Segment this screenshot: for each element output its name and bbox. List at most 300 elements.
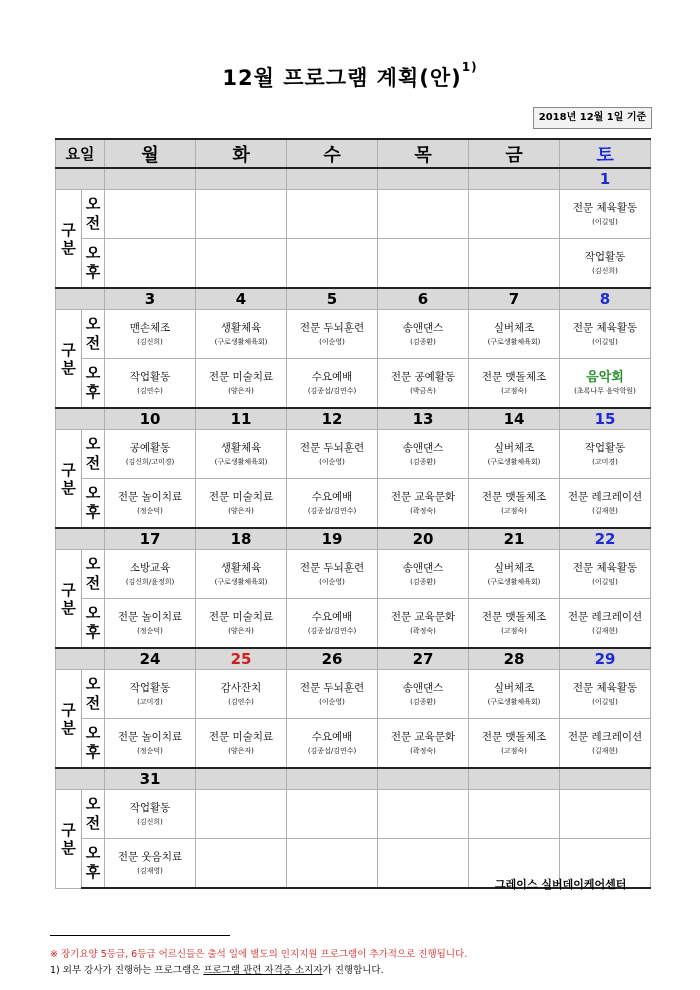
program-cell bbox=[469, 670, 560, 719]
program-cell bbox=[105, 599, 196, 649]
program-cell bbox=[560, 719, 651, 769]
program-cell bbox=[469, 550, 560, 599]
program-cell bbox=[105, 190, 196, 239]
instructor-name: (김종환) bbox=[410, 697, 436, 706]
date-cell: 10 bbox=[105, 408, 196, 430]
weekday-wed: 수 bbox=[287, 139, 378, 168]
date-cell bbox=[287, 168, 378, 190]
activity-name: 작업활동 bbox=[129, 370, 171, 383]
activity-name: 수요예배 bbox=[311, 370, 353, 383]
activity-name: 송앤댄스 bbox=[402, 441, 444, 454]
program-cell bbox=[560, 599, 651, 649]
activity-name: 수요예배 bbox=[311, 610, 353, 623]
am-label bbox=[82, 670, 105, 719]
program-cell bbox=[469, 359, 560, 409]
group-label-char: 구 bbox=[61, 820, 76, 839]
pm-row bbox=[56, 719, 651, 769]
weekday-header-row bbox=[56, 139, 651, 168]
date-row bbox=[56, 168, 651, 190]
activity-name: 전문 두뇌훈련 bbox=[299, 561, 365, 574]
date-cell: 18 bbox=[196, 528, 287, 550]
program-cell bbox=[469, 599, 560, 649]
instructor-name: (구로생활체육회) bbox=[487, 697, 541, 706]
instructor-name: (김신희) bbox=[137, 337, 163, 346]
instructor-name: (구로생활체육회) bbox=[487, 337, 541, 346]
date-row bbox=[56, 408, 651, 430]
pm-label bbox=[82, 479, 105, 529]
instructor-name: (초록나무 음악학원) bbox=[574, 386, 636, 395]
pm-label bbox=[82, 359, 105, 409]
program-cell bbox=[105, 670, 196, 719]
activity-name: 실버체조 bbox=[493, 321, 535, 334]
date-cell: 6 bbox=[378, 288, 469, 310]
program-cell bbox=[287, 670, 378, 719]
program-cell bbox=[196, 479, 287, 529]
program-cell bbox=[560, 239, 651, 289]
activity-name: 전문 놀이치료 bbox=[117, 610, 183, 623]
instructor-name: (김연수) bbox=[228, 697, 254, 706]
footnote-1 bbox=[50, 962, 384, 976]
slot-label-char: 오 bbox=[85, 364, 101, 382]
activity-name: 전문 미술치료 bbox=[208, 370, 274, 383]
weekday-tue: 화 bbox=[196, 139, 287, 168]
activity-name: 음악회 bbox=[586, 369, 624, 385]
slot-label-char: 후 bbox=[85, 263, 101, 281]
program-cell bbox=[196, 670, 287, 719]
date-cell bbox=[560, 768, 651, 790]
instructor-name: (구로생활체육회) bbox=[214, 577, 268, 586]
slot-label-char: 오 bbox=[85, 244, 101, 262]
program-cell bbox=[560, 550, 651, 599]
slot-label-char: 후 bbox=[85, 623, 101, 641]
date-cell: 5 bbox=[287, 288, 378, 310]
activity-name: 전문 교육문화 bbox=[390, 730, 456, 743]
center-name: 그레이스 실버데이케어센터 bbox=[495, 878, 627, 891]
activity-name: 감사잔치 bbox=[220, 681, 262, 694]
instructor-name: (고점숙) bbox=[501, 626, 527, 635]
activity-name: 전문 놀이치료 bbox=[117, 490, 183, 503]
date-row bbox=[56, 648, 651, 670]
slot-label-char: 오 bbox=[85, 195, 101, 213]
group-label-char: 구 bbox=[61, 700, 76, 719]
slot-label-char: 오 bbox=[85, 435, 101, 453]
program-cell bbox=[196, 599, 287, 649]
date-row-spacer bbox=[56, 528, 105, 550]
program-cell bbox=[105, 839, 196, 889]
activity-name: 생활체육 bbox=[220, 561, 262, 574]
instructor-name: (김신희) bbox=[137, 817, 163, 826]
instructor-name: (이순영) bbox=[319, 337, 345, 346]
am-label bbox=[82, 310, 105, 359]
date-cell: 17 bbox=[105, 528, 196, 550]
group-label-char: 분 bbox=[61, 838, 76, 857]
weekday-fri: 금 bbox=[469, 139, 560, 168]
activity-name: 전문 맷돌체조 bbox=[481, 610, 547, 623]
slot-label-char: 후 bbox=[85, 383, 101, 401]
slot-label-char: 전 bbox=[85, 814, 101, 832]
slot-label-char: 전 bbox=[85, 454, 101, 472]
group-label-char: 구 bbox=[61, 220, 76, 239]
program-cell bbox=[560, 359, 651, 409]
activity-name: 전문 레크레이션 bbox=[567, 610, 643, 623]
activity-name: 수요예배 bbox=[311, 490, 353, 503]
footnote-1-emphasis: 프로그램 관련 자격증 소지자 bbox=[203, 965, 323, 976]
instructor-name: (구로생활체육회) bbox=[214, 337, 268, 346]
activity-name: 생활체육 bbox=[220, 321, 262, 334]
am-row bbox=[56, 550, 651, 599]
group-label bbox=[56, 790, 82, 889]
am-label bbox=[82, 190, 105, 239]
activity-name: 전문 맷돌체조 bbox=[481, 490, 547, 503]
activity-name: 생활체육 bbox=[220, 441, 262, 454]
program-cell bbox=[560, 310, 651, 359]
slot-label-char: 오 bbox=[85, 555, 101, 573]
slot-label-char: 오 bbox=[85, 724, 101, 742]
program-cell bbox=[469, 430, 560, 479]
program-cell bbox=[378, 599, 469, 649]
date-cell bbox=[196, 168, 287, 190]
date-cell: 14 bbox=[469, 408, 560, 430]
instructor-name: (김종섭/김연수) bbox=[307, 386, 357, 395]
instructor-name: (김종환) bbox=[410, 457, 436, 466]
group-label-char: 구 bbox=[61, 460, 76, 479]
activity-name: 전문 공예활동 bbox=[390, 370, 456, 383]
instructor-name: (구로생활체육회) bbox=[214, 457, 268, 466]
program-cell bbox=[287, 599, 378, 649]
program-cell bbox=[287, 239, 378, 289]
group-label-char: 분 bbox=[61, 238, 76, 257]
program-cell bbox=[378, 670, 469, 719]
instructor-name: (이길임) bbox=[592, 337, 618, 346]
date-cell bbox=[378, 168, 469, 190]
program-cell bbox=[560, 790, 651, 839]
program-cell bbox=[469, 239, 560, 289]
instructor-name: (이순영) bbox=[319, 697, 345, 706]
instructor-name: (박금옥) bbox=[410, 386, 436, 395]
note-cognitive-support: ※ 장기요양 5등급, 6등급 어르신들은 출석 일에 별도의 인지지원 프로그램이 추가적으로 진행됩니다. bbox=[50, 949, 468, 960]
am-label bbox=[82, 430, 105, 479]
activity-name: 맨손체조 bbox=[129, 321, 171, 334]
activity-name: 전문 두뇌훈련 bbox=[299, 681, 365, 694]
am-label bbox=[82, 790, 105, 839]
program-cell bbox=[105, 430, 196, 479]
activity-name: 전문 맷돌체조 bbox=[481, 730, 547, 743]
program-cell bbox=[378, 790, 469, 839]
instructor-name: (양은자) bbox=[228, 386, 254, 395]
program-cell bbox=[105, 790, 196, 839]
instructor-name: (이길임) bbox=[592, 697, 618, 706]
activity-name: 전문 미술치료 bbox=[208, 730, 274, 743]
am-row bbox=[56, 190, 651, 239]
group-label-char: 분 bbox=[61, 358, 76, 377]
activity-name: 전문 교육문화 bbox=[390, 490, 456, 503]
instructor-name: (이길임) bbox=[592, 577, 618, 586]
date-cell: 21 bbox=[469, 528, 560, 550]
activity-name: 소방교육 bbox=[129, 561, 171, 574]
program-cell bbox=[287, 719, 378, 769]
activity-name: 전문 두뇌훈련 bbox=[299, 441, 365, 454]
program-cell bbox=[469, 310, 560, 359]
instructor-name: (구로생활체육회) bbox=[487, 457, 541, 466]
program-cell bbox=[105, 310, 196, 359]
activity-name: 작업활동 bbox=[129, 801, 171, 814]
date-row bbox=[56, 288, 651, 310]
program-cell bbox=[378, 550, 469, 599]
date-cell: 4 bbox=[196, 288, 287, 310]
activity-name: 전문 미술치료 bbox=[208, 490, 274, 503]
activity-name: 전문 레크레이션 bbox=[567, 490, 643, 503]
instructor-name: (곽정숙) bbox=[410, 506, 436, 515]
date-cell bbox=[287, 768, 378, 790]
program-cell bbox=[287, 790, 378, 839]
date-cell: 28 bbox=[469, 648, 560, 670]
activity-name: 전문 체육활동 bbox=[572, 561, 638, 574]
footnote-divider bbox=[50, 935, 230, 936]
instructor-name: (길재현) bbox=[592, 506, 618, 515]
group-label bbox=[56, 550, 82, 649]
program-cell bbox=[105, 239, 196, 289]
pm-label bbox=[82, 599, 105, 649]
program-cell bbox=[196, 719, 287, 769]
group-label-char: 구 bbox=[61, 340, 76, 359]
pm-label bbox=[82, 719, 105, 769]
instructor-name: (고점숙) bbox=[501, 506, 527, 515]
instructor-name: (양은자) bbox=[228, 506, 254, 515]
slot-label-char: 전 bbox=[85, 694, 101, 712]
program-cell bbox=[378, 719, 469, 769]
slot-label-char: 후 bbox=[85, 503, 101, 521]
activity-name: 작업활동 bbox=[584, 250, 626, 263]
program-cell bbox=[196, 239, 287, 289]
date-cell: 25 bbox=[196, 648, 287, 670]
date-cell: 11 bbox=[196, 408, 287, 430]
instructor-name: (길재현) bbox=[592, 746, 618, 755]
activity-name: 작업활동 bbox=[584, 441, 626, 454]
program-cell bbox=[560, 430, 651, 479]
date-cell: 24 bbox=[105, 648, 196, 670]
date-cell: 29 bbox=[560, 648, 651, 670]
date-row-spacer bbox=[56, 648, 105, 670]
date-row-spacer bbox=[56, 408, 105, 430]
instructor-name: (이순영) bbox=[319, 577, 345, 586]
activity-name: 송앤댄스 bbox=[402, 561, 444, 574]
activity-name: 공예활동 bbox=[129, 441, 171, 454]
program-cell bbox=[469, 719, 560, 769]
program-cell bbox=[560, 190, 651, 239]
am-label bbox=[82, 550, 105, 599]
program-cell bbox=[469, 790, 560, 839]
date-cell: 26 bbox=[287, 648, 378, 670]
program-cell bbox=[105, 550, 196, 599]
slot-label-char: 오 bbox=[85, 675, 101, 693]
program-cell bbox=[287, 310, 378, 359]
activity-name: 전문 체육활동 bbox=[572, 321, 638, 334]
am-row bbox=[56, 670, 651, 719]
date-cell: 8 bbox=[560, 288, 651, 310]
group-label-char: 구 bbox=[61, 580, 76, 599]
activity-name: 전문 맷돌체조 bbox=[481, 370, 547, 383]
activity-name: 실버체조 bbox=[493, 441, 535, 454]
program-cell bbox=[287, 839, 378, 889]
program-cell bbox=[287, 430, 378, 479]
date-cell: 1 bbox=[560, 168, 651, 190]
group-label bbox=[56, 190, 82, 289]
program-cell bbox=[196, 790, 287, 839]
instructor-name: (정순덕) bbox=[137, 506, 163, 515]
activity-name: 전문 체육활동 bbox=[572, 681, 638, 694]
instructor-name: (김종환) bbox=[410, 577, 436, 586]
program-cell bbox=[105, 719, 196, 769]
instructor-name: (김신희/고미경) bbox=[125, 457, 175, 466]
program-cell bbox=[378, 359, 469, 409]
program-cell bbox=[287, 359, 378, 409]
pm-label bbox=[82, 839, 105, 889]
program-cell bbox=[196, 839, 287, 889]
program-cell bbox=[378, 190, 469, 239]
footnote-1-suffix: 가 진행합니다. bbox=[322, 965, 384, 976]
group-label bbox=[56, 310, 82, 409]
program-cell bbox=[196, 310, 287, 359]
instructor-name: (고미경) bbox=[137, 697, 163, 706]
page-title bbox=[0, 62, 700, 92]
date-row-spacer bbox=[56, 768, 105, 790]
program-cell bbox=[287, 190, 378, 239]
activity-name: 전문 미술치료 bbox=[208, 610, 274, 623]
instructor-name: (곽정숙) bbox=[410, 626, 436, 635]
activity-name: 작업활동 bbox=[129, 681, 171, 694]
activity-name: 전문 레크레이션 bbox=[567, 730, 643, 743]
slot-label-char: 전 bbox=[85, 214, 101, 232]
instructor-name: (김종섭/김연수) bbox=[307, 746, 357, 755]
program-cell bbox=[196, 359, 287, 409]
program-cell bbox=[378, 430, 469, 479]
weekday-mon: 월 bbox=[105, 139, 196, 168]
pm-row bbox=[56, 239, 651, 289]
slot-label-char: 후 bbox=[85, 743, 101, 761]
slot-label-char: 전 bbox=[85, 574, 101, 592]
date-row-spacer bbox=[56, 288, 105, 310]
slot-label-char: 전 bbox=[85, 334, 101, 352]
slot-label-char: 오 bbox=[85, 604, 101, 622]
date-cell: 27 bbox=[378, 648, 469, 670]
date-cell bbox=[469, 168, 560, 190]
activity-name: 실버체조 bbox=[493, 561, 535, 574]
am-row bbox=[56, 310, 651, 359]
instructor-name: (구로생활체육회) bbox=[487, 577, 541, 586]
program-cell bbox=[378, 839, 469, 889]
date-cell: 7 bbox=[469, 288, 560, 310]
title-text: 12월 프로그램 계획(안) bbox=[222, 66, 462, 90]
date-cell bbox=[378, 768, 469, 790]
instructor-name: (고미경) bbox=[592, 457, 618, 466]
instructor-name: (이순영) bbox=[319, 457, 345, 466]
group-label-char: 분 bbox=[61, 478, 76, 497]
date-row-spacer bbox=[56, 168, 105, 190]
program-cell bbox=[560, 479, 651, 529]
am-row bbox=[56, 790, 651, 839]
instructor-name: (김재영) bbox=[137, 866, 163, 875]
date-row bbox=[56, 768, 651, 790]
instructor-name: (김신희) bbox=[592, 266, 618, 275]
instructor-name: (길재현) bbox=[592, 626, 618, 635]
date-cell: 3 bbox=[105, 288, 196, 310]
instructor-name: (곽정숙) bbox=[410, 746, 436, 755]
activity-name: 실버체조 bbox=[493, 681, 535, 694]
activity-name: 전문 교육문화 bbox=[390, 610, 456, 623]
date-cell: 31 bbox=[105, 768, 196, 790]
date-cell: 13 bbox=[378, 408, 469, 430]
date-cell: 20 bbox=[378, 528, 469, 550]
slot-label-char: 오 bbox=[85, 315, 101, 333]
date-cell: 12 bbox=[287, 408, 378, 430]
group-label-char: 분 bbox=[61, 598, 76, 617]
activity-name: 수요예배 bbox=[311, 730, 353, 743]
instructor-name: (양은자) bbox=[228, 746, 254, 755]
title-footnote-ref: 1) bbox=[461, 60, 478, 74]
program-cell bbox=[378, 310, 469, 359]
activity-name: 송앤댄스 bbox=[402, 681, 444, 694]
date-cell: 19 bbox=[287, 528, 378, 550]
slot-label-char: 오 bbox=[85, 844, 101, 862]
slot-label-char: 오 bbox=[85, 484, 101, 502]
program-cell bbox=[287, 479, 378, 529]
pm-row bbox=[56, 479, 651, 529]
date-cell bbox=[196, 768, 287, 790]
instructor-name: (김신희/윤정희) bbox=[125, 577, 175, 586]
instructor-name: (김연수) bbox=[137, 386, 163, 395]
instructor-name: (고점숙) bbox=[501, 386, 527, 395]
activity-name: 전문 체육활동 bbox=[572, 201, 638, 214]
group-label bbox=[56, 670, 82, 769]
instructor-name: (김종환) bbox=[410, 337, 436, 346]
instructor-name: (정순덕) bbox=[137, 746, 163, 755]
program-cell bbox=[196, 430, 287, 479]
date-cell: 22 bbox=[560, 528, 651, 550]
program-cell bbox=[196, 190, 287, 239]
pm-row bbox=[56, 359, 651, 409]
date-cell bbox=[105, 168, 196, 190]
activity-name: 전문 두뇌훈련 bbox=[299, 321, 365, 334]
instructor-name: (김종섭/김연수) bbox=[307, 506, 357, 515]
instructor-name: (고점숙) bbox=[501, 746, 527, 755]
instructor-name: (양은자) bbox=[228, 626, 254, 635]
instructor-name: (김종섭/김연수) bbox=[307, 626, 357, 635]
pm-label bbox=[82, 239, 105, 289]
program-cell bbox=[378, 479, 469, 529]
instructor-name: (정순덕) bbox=[137, 626, 163, 635]
date-row bbox=[56, 528, 651, 550]
program-cell bbox=[469, 190, 560, 239]
program-cell bbox=[105, 359, 196, 409]
reference-date: 2018년 12월 1일 기준 bbox=[533, 107, 652, 129]
program-cell bbox=[105, 479, 196, 529]
program-cell bbox=[560, 670, 651, 719]
date-cell: 15 bbox=[560, 408, 651, 430]
activity-name: 전문 놀이치료 bbox=[117, 730, 183, 743]
slot-label-char: 후 bbox=[85, 863, 101, 881]
weekday-sat: 토 bbox=[560, 139, 651, 168]
weekday-thu: 목 bbox=[378, 139, 469, 168]
program-cell bbox=[196, 550, 287, 599]
activity-name: 송앤댄스 bbox=[402, 321, 444, 334]
instructor-name: (이길임) bbox=[592, 217, 618, 226]
pm-row bbox=[56, 599, 651, 649]
group-label-char: 분 bbox=[61, 718, 76, 737]
weekday-label: 요일 bbox=[56, 139, 105, 168]
date-cell bbox=[469, 768, 560, 790]
am-row bbox=[56, 430, 651, 479]
activity-name: 전문 웃음치료 bbox=[117, 850, 183, 863]
